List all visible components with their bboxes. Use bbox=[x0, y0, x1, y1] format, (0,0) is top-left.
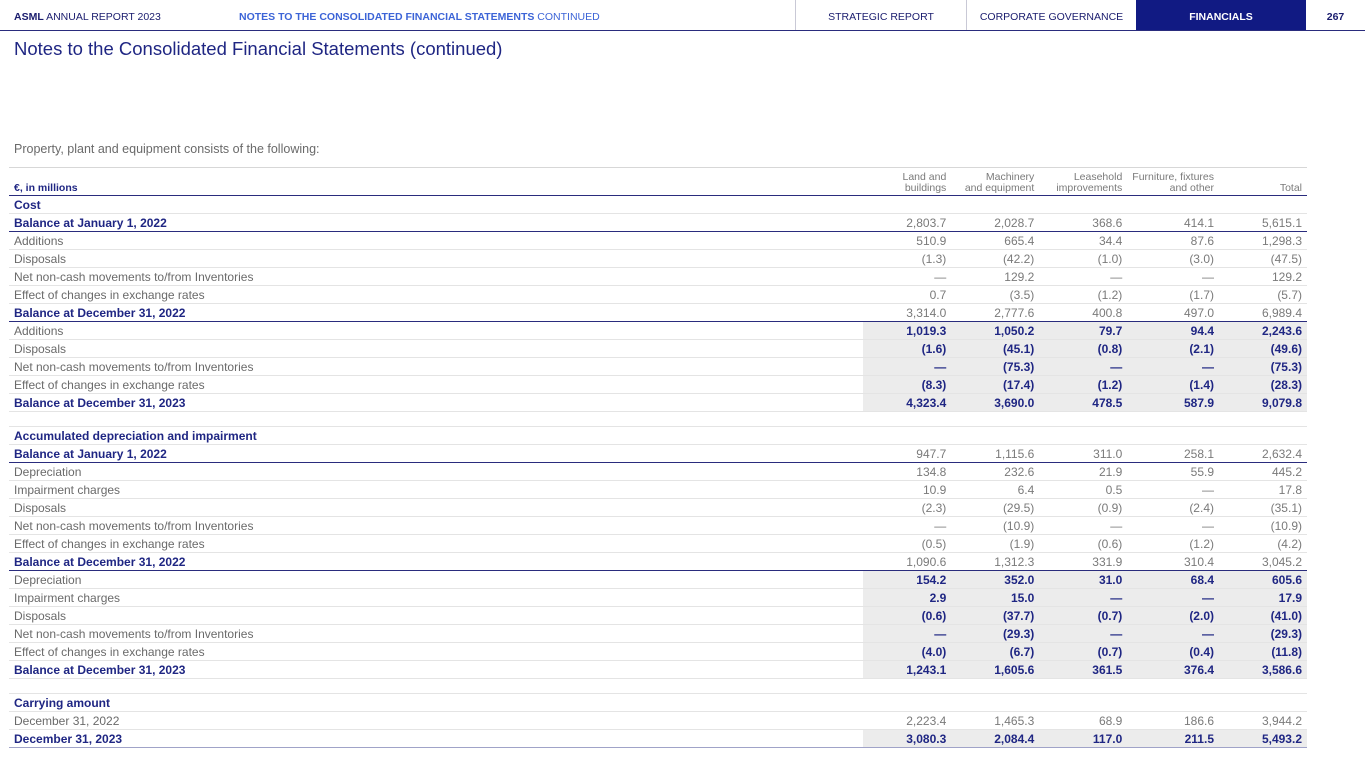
value-leasehold: (0.9) bbox=[1097, 500, 1123, 515]
value-total: 2,243.6 bbox=[1219, 322, 1307, 340]
value-leasehold: (1.2) bbox=[1097, 287, 1123, 302]
column-header-machinery: Machinery and equipment bbox=[964, 171, 1035, 194]
value-land-buildings: 2,223.4 bbox=[906, 713, 947, 728]
value-land-buildings: (1.3) bbox=[921, 251, 947, 266]
value-land-buildings: — bbox=[863, 625, 951, 643]
value-leasehold: — bbox=[1039, 358, 1127, 376]
table-intro-text: Property, plant and equipment consists of the following: bbox=[14, 142, 320, 156]
value-leasehold: — bbox=[1110, 269, 1123, 284]
value-total: (4.2) bbox=[1277, 536, 1302, 551]
value-leasehold: 31.0 bbox=[1039, 571, 1127, 589]
row-label: December 31, 2022 bbox=[14, 713, 120, 728]
row-label: Carrying amount bbox=[14, 695, 111, 710]
table-balance-row bbox=[9, 553, 1307, 571]
value-land-buildings: (0.5) bbox=[921, 536, 947, 551]
value-machinery: 1,312.3 bbox=[994, 554, 1035, 569]
value-land-buildings: 3,314.0 bbox=[906, 305, 947, 320]
value-furniture: 211.5 bbox=[1127, 730, 1219, 748]
row-label: Net non-cash movements to/from Inventories bbox=[14, 626, 254, 641]
value-total: (10.9) bbox=[1270, 518, 1302, 533]
value-furniture: (2.1) bbox=[1127, 340, 1219, 358]
value-machinery: 2,084.4 bbox=[951, 730, 1039, 748]
heading-filler bbox=[863, 427, 1307, 445]
value-furniture: 376.4 bbox=[1127, 661, 1219, 679]
value-machinery: (42.2) bbox=[1002, 251, 1035, 266]
row-label: Net non-cash movements to/from Inventories bbox=[14, 269, 254, 284]
value-machinery: 129.2 bbox=[1004, 269, 1035, 284]
table-row bbox=[9, 535, 1307, 553]
value-land-buildings: 134.8 bbox=[916, 464, 947, 479]
row-label: Balance at January 1, 2022 bbox=[14, 215, 167, 230]
heading-filler bbox=[863, 694, 1307, 712]
row-label: Disposals bbox=[14, 608, 67, 623]
ppe-table bbox=[9, 167, 1307, 748]
table-section-heading bbox=[9, 196, 1307, 214]
value-total: 3,944.2 bbox=[1261, 713, 1302, 728]
value-land-buildings: (0.6) bbox=[863, 607, 951, 625]
value-machinery: 352.0 bbox=[951, 571, 1039, 589]
value-machinery: (3.5) bbox=[1009, 287, 1035, 302]
value-machinery: (1.9) bbox=[1009, 536, 1035, 551]
brand-name: ASML bbox=[14, 11, 44, 23]
value-furniture: 258.1 bbox=[1183, 446, 1214, 461]
value-furniture: (0.4) bbox=[1127, 643, 1219, 661]
value-machinery: (29.5) bbox=[1002, 500, 1035, 515]
value-leasehold: (0.7) bbox=[1039, 643, 1127, 661]
report-name: ANNUAL REPORT 2023 bbox=[43, 11, 161, 23]
value-leasehold: 368.6 bbox=[1092, 215, 1123, 230]
value-total: 17.9 bbox=[1219, 589, 1307, 607]
row-label: Depreciation bbox=[14, 464, 82, 479]
value-leasehold: 311.0 bbox=[1093, 446, 1123, 461]
value-machinery: (75.3) bbox=[951, 358, 1039, 376]
value-furniture: 55.9 bbox=[1190, 464, 1214, 479]
value-machinery: 1,465.3 bbox=[994, 713, 1035, 728]
table-section-heading bbox=[9, 694, 1307, 712]
table-balance-row bbox=[9, 214, 1307, 232]
value-land-buildings: 154.2 bbox=[863, 571, 951, 589]
value-total: 5,615.1 bbox=[1261, 215, 1302, 230]
value-land-buildings: (4.0) bbox=[863, 643, 951, 661]
value-furniture: — bbox=[1202, 269, 1214, 284]
value-land-buildings: 2.9 bbox=[863, 589, 951, 607]
value-furniture: — bbox=[1202, 482, 1214, 497]
value-total: (47.5) bbox=[1270, 251, 1302, 266]
value-land-buildings: 1,090.6 bbox=[906, 554, 947, 569]
value-machinery: (37.7) bbox=[951, 607, 1039, 625]
value-land-buildings: 10.9 bbox=[922, 482, 947, 497]
row-label: Balance at December 31, 2023 bbox=[14, 662, 186, 677]
value-furniture: (3.0) bbox=[1189, 251, 1214, 266]
value-land-buildings: 1,019.3 bbox=[863, 322, 951, 340]
row-label: Balance at December 31, 2022 bbox=[14, 305, 186, 320]
table-row bbox=[9, 463, 1307, 481]
value-leasehold: 34.4 bbox=[1098, 233, 1123, 248]
value-machinery: 6.4 bbox=[1017, 482, 1035, 497]
value-machinery: 665.4 bbox=[1004, 233, 1035, 248]
value-furniture: 414.1 bbox=[1183, 215, 1214, 230]
value-leasehold: — bbox=[1039, 625, 1127, 643]
row-label: Disposals bbox=[14, 251, 67, 266]
table-spacer-row bbox=[9, 679, 1307, 694]
table-row bbox=[9, 625, 1307, 643]
table-balance-row bbox=[9, 661, 1307, 679]
table-balance-row bbox=[9, 445, 1307, 463]
value-machinery: (6.7) bbox=[951, 643, 1039, 661]
table-row bbox=[9, 517, 1307, 535]
column-header-furniture: Furniture, fixtures and other bbox=[1132, 171, 1214, 194]
value-total: 129.2 bbox=[1271, 269, 1302, 284]
value-furniture: (1.7) bbox=[1189, 287, 1214, 302]
value-furniture: 186.6 bbox=[1183, 713, 1214, 728]
table-section-heading bbox=[9, 427, 1307, 445]
value-total: (49.6) bbox=[1219, 340, 1307, 358]
value-machinery: (17.4) bbox=[951, 376, 1039, 394]
value-land-buildings: 510.9 bbox=[916, 233, 947, 248]
value-machinery: 232.6 bbox=[1004, 464, 1035, 479]
value-leasehold: 0.5 bbox=[1105, 482, 1123, 497]
value-leasehold: 400.8 bbox=[1092, 305, 1123, 320]
table-row bbox=[9, 268, 1307, 286]
section-suffix: CONTINUED bbox=[534, 11, 600, 23]
value-leasehold: 21.9 bbox=[1098, 464, 1123, 479]
value-total: (29.3) bbox=[1219, 625, 1307, 643]
tab-corporate-governance[interactable]: CORPORATE GOVERNANCE bbox=[966, 0, 1136, 30]
table-row bbox=[9, 286, 1307, 304]
value-total: 3,045.2 bbox=[1261, 554, 1302, 569]
value-furniture: 587.9 bbox=[1127, 394, 1219, 412]
value-furniture: (2.0) bbox=[1127, 607, 1219, 625]
value-total: 17.8 bbox=[1278, 482, 1302, 497]
row-label: Effect of changes in exchange rates bbox=[14, 536, 205, 551]
table-header-row bbox=[9, 168, 1307, 196]
value-furniture: 310.4 bbox=[1183, 554, 1214, 569]
value-land-buildings: 1,243.1 bbox=[863, 661, 951, 679]
value-leasehold: 478.5 bbox=[1039, 394, 1127, 412]
value-total: (5.7) bbox=[1277, 287, 1302, 302]
row-label: Balance at December 31, 2022 bbox=[14, 554, 186, 569]
value-leasehold: — bbox=[1039, 589, 1127, 607]
value-land-buildings: 3,080.3 bbox=[863, 730, 951, 748]
value-land-buildings: 2,803.7 bbox=[906, 215, 947, 230]
table-row bbox=[9, 499, 1307, 517]
table-row bbox=[9, 322, 1307, 340]
value-machinery: 3,690.0 bbox=[951, 394, 1039, 412]
value-leasehold: (1.0) bbox=[1097, 251, 1123, 266]
value-total: 605.6 bbox=[1219, 571, 1307, 589]
top-navigation-bar bbox=[0, 0, 1365, 31]
value-total: (11.8) bbox=[1219, 643, 1307, 661]
value-leasehold: — bbox=[1110, 518, 1123, 533]
value-land-buildings: — bbox=[934, 518, 947, 533]
row-label: December 31, 2023 bbox=[14, 731, 123, 746]
tab-financials[interactable]: FINANCIALS bbox=[1136, 0, 1306, 30]
value-machinery: 1,115.6 bbox=[995, 446, 1035, 461]
tab-strategic-report[interactable]: STRATEGIC REPORT bbox=[795, 0, 966, 30]
row-label: Effect of changes in exchange rates bbox=[14, 644, 205, 659]
value-total: 2,632.4 bbox=[1261, 446, 1302, 461]
row-label: Impairment charges bbox=[14, 590, 121, 605]
row-label: Disposals bbox=[14, 500, 67, 515]
value-total: (28.3) bbox=[1219, 376, 1307, 394]
value-machinery: 2,028.7 bbox=[994, 215, 1035, 230]
row-label: Net non-cash movements to/from Inventories bbox=[14, 359, 254, 374]
row-label: Impairment charges bbox=[14, 482, 121, 497]
value-land-buildings: — bbox=[863, 358, 951, 376]
table-row bbox=[9, 607, 1307, 625]
table-spacer-row bbox=[9, 412, 1307, 427]
value-leasehold: (0.8) bbox=[1039, 340, 1127, 358]
value-furniture: — bbox=[1127, 589, 1219, 607]
row-label: Effect of changes in exchange rates bbox=[14, 377, 205, 392]
row-label: Additions bbox=[14, 323, 64, 338]
value-leasehold: 331.9 bbox=[1092, 554, 1123, 569]
row-label: Balance at December 31, 2023 bbox=[14, 395, 186, 410]
value-land-buildings: (1.6) bbox=[863, 340, 951, 358]
table-row bbox=[9, 571, 1307, 589]
value-total: 9,079.8 bbox=[1219, 394, 1307, 412]
value-total: (35.1) bbox=[1270, 500, 1302, 515]
value-furniture: 87.6 bbox=[1190, 233, 1214, 248]
value-total: (41.0) bbox=[1219, 607, 1307, 625]
row-label: Accumulated depreciation and impairment bbox=[14, 428, 257, 443]
value-total: 5,493.2 bbox=[1219, 730, 1307, 748]
value-machinery: 1,050.2 bbox=[951, 322, 1039, 340]
value-total: 1,298.3 bbox=[1261, 233, 1302, 248]
value-land-buildings: 4,323.4 bbox=[863, 394, 951, 412]
report-brand[interactable] bbox=[14, 0, 161, 34]
value-leasehold: 79.7 bbox=[1039, 322, 1127, 340]
section-breadcrumb bbox=[239, 0, 600, 34]
value-total: 445.2 bbox=[1271, 464, 1302, 479]
value-leasehold: 68.9 bbox=[1098, 713, 1123, 728]
value-machinery: (29.3) bbox=[951, 625, 1039, 643]
table-row bbox=[9, 340, 1307, 358]
unit-label: €, in millions bbox=[14, 182, 78, 194]
value-furniture: 68.4 bbox=[1127, 571, 1219, 589]
column-header-total: Total bbox=[1279, 182, 1302, 194]
table-row bbox=[9, 358, 1307, 376]
spacer-cell bbox=[9, 412, 1307, 427]
value-land-buildings: (2.3) bbox=[921, 500, 947, 515]
row-label: Cost bbox=[14, 197, 41, 212]
table-row bbox=[9, 250, 1307, 268]
value-furniture: (1.4) bbox=[1127, 376, 1219, 394]
table-row bbox=[9, 712, 1307, 730]
table-balance-row bbox=[9, 304, 1307, 322]
value-leasehold: 117.0 bbox=[1039, 730, 1127, 748]
value-land-buildings: 947.7 bbox=[916, 446, 947, 461]
value-machinery: 1,605.6 bbox=[951, 661, 1039, 679]
column-header-leasehold: Leasehold improvements bbox=[1056, 171, 1123, 194]
value-machinery: (10.9) bbox=[1002, 518, 1035, 533]
spacer-cell bbox=[9, 679, 1307, 694]
value-leasehold: 361.5 bbox=[1039, 661, 1127, 679]
value-furniture: (1.2) bbox=[1189, 536, 1214, 551]
value-machinery: 2,777.6 bbox=[994, 305, 1035, 320]
value-furniture: 497.0 bbox=[1183, 305, 1214, 320]
row-label: Disposals bbox=[14, 341, 67, 356]
heading-filler bbox=[863, 196, 1307, 214]
table-balance-row bbox=[9, 730, 1307, 748]
value-machinery: 15.0 bbox=[951, 589, 1039, 607]
row-label: Depreciation bbox=[14, 572, 82, 587]
value-furniture: (2.4) bbox=[1189, 500, 1214, 515]
value-land-buildings: — bbox=[934, 269, 947, 284]
page-number: 267 bbox=[1326, 11, 1345, 23]
value-total: (75.3) bbox=[1219, 358, 1307, 376]
value-furniture: — bbox=[1127, 358, 1219, 376]
table-row bbox=[9, 589, 1307, 607]
table-row bbox=[9, 376, 1307, 394]
value-total: 6,989.4 bbox=[1261, 305, 1302, 320]
table-row bbox=[9, 643, 1307, 661]
row-label: Net non-cash movements to/from Inventories bbox=[14, 518, 254, 533]
table-body bbox=[9, 196, 1307, 748]
value-total: 3,586.6 bbox=[1219, 661, 1307, 679]
table-balance-row bbox=[9, 394, 1307, 412]
value-machinery: (45.1) bbox=[951, 340, 1039, 358]
table-row bbox=[9, 232, 1307, 250]
value-land-buildings: 0.7 bbox=[929, 287, 947, 302]
row-label: Additions bbox=[14, 233, 64, 248]
row-label: Effect of changes in exchange rates bbox=[14, 287, 205, 302]
row-label: Balance at January 1, 2022 bbox=[14, 446, 167, 461]
value-furniture: 94.4 bbox=[1127, 322, 1219, 340]
value-leasehold: (1.2) bbox=[1039, 376, 1127, 394]
column-header-land-buildings: Land and buildings bbox=[902, 171, 947, 194]
table-row bbox=[9, 481, 1307, 499]
page-title: Notes to the Consolidated Financial Statements (continued) bbox=[14, 38, 503, 59]
section-name: NOTES TO THE CONSOLIDATED FINANCIAL STATEMENTS bbox=[239, 11, 535, 23]
value-leasehold: (0.6) bbox=[1097, 536, 1123, 551]
value-furniture: — bbox=[1127, 625, 1219, 643]
value-land-buildings: (8.3) bbox=[863, 376, 951, 394]
value-furniture: — bbox=[1202, 518, 1214, 533]
value-leasehold: (0.7) bbox=[1039, 607, 1127, 625]
